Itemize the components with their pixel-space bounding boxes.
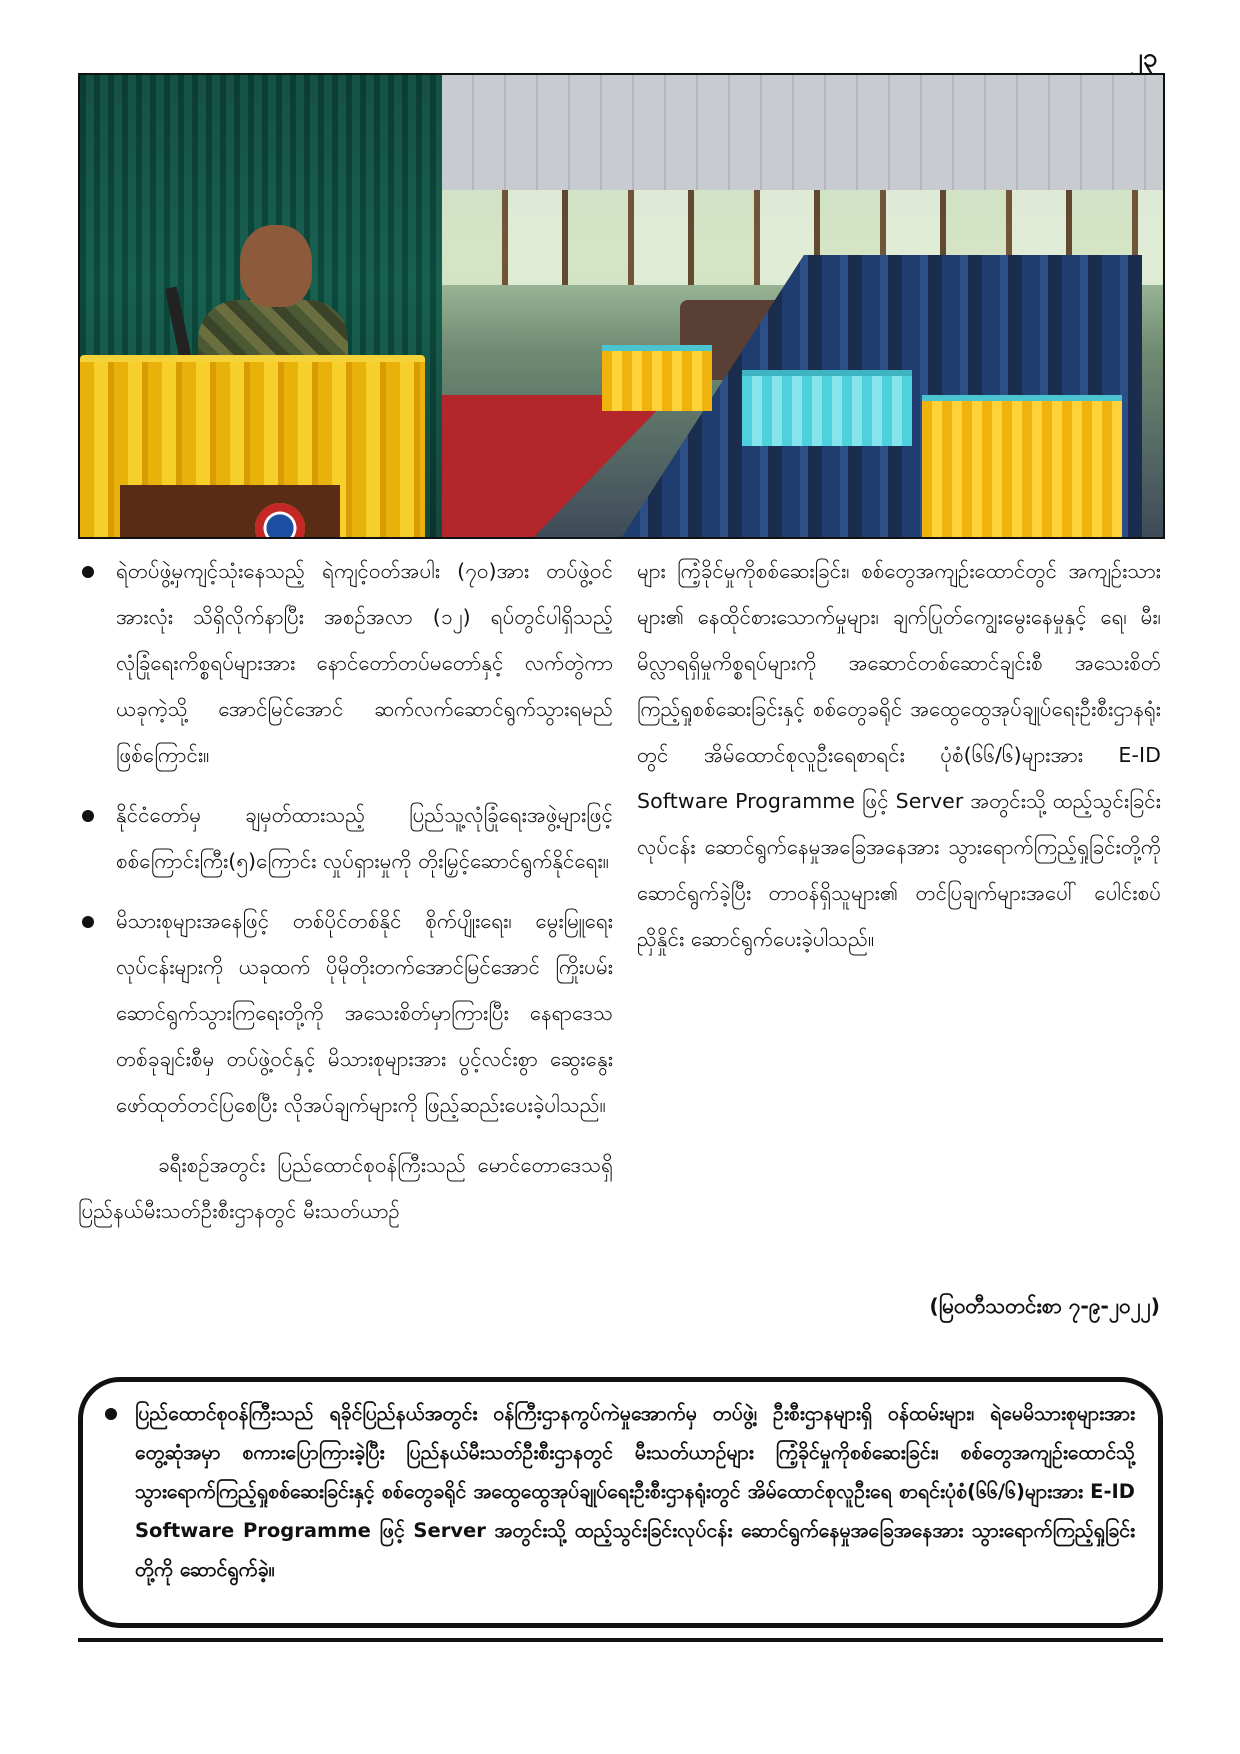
- bullet-dot: [105, 1408, 117, 1420]
- summary-text: ပြည်ထောင်စုဝန်ကြီးသည် ရခိုင်ပြည်နယ်အတွင်း ဝန်ကြီးဌာနကွပ်ကဲမှုအောက်မှ တပ်ဖွဲ့၊ ဦးစီးဌာနများရှိ ဝန်ထမ်းများ၊ ရဲမေမိသားစုများအား တွေ့ဆုံအမှာ စကားပြောကြားခဲ့ပြီး ပြည်နယ်မီးသတ်ဦးစီးဌာနတွင် မီးသတ်ယာဉ်များ ကြံ့ခိုင်မှုကိုစစ်ဆေးခြင်း၊ စစ်တွေအကျဉ်းထောင်သို့ သွားရောက်ကြည့်ရှုစစ်ဆေးခြင်းနှင့် စစ်တွေခရိုင် အထွေထွေအုပ်ချုပ်ရေးဦးစီးဌာနရုံးတွင် အိမ်ထောင်စုလူဦးရေ စာရင်းပုံစံ(၆၆/၆)များအား E-ID Software Programme ဖြင့် Server အတွင်းသို့ ထည့်သွင်းခြင်းလုပ်ငန်း ဆောင်ရွက်နေမှုအခြေအနေအား သွားရောက်ကြည့်ရှုခြင်းတို့ကို ဆောင်ရွက်ခဲ့။: [135, 1402, 1135, 1581]
- bullet-dot: [82, 916, 94, 928]
- bullet-text: ရဲတပ်ဖွဲ့မှကျင့်သုံးနေသည့် ရဲကျင့်ဝတ်အပါး (၇၀)အား တပ်ဖွဲ့ဝင်အားလုံး သိရှိလိုက်နာပြီး အစဉ်အလာ (၁၂) ရပ်တွင်ပါရှိသည့် လုံခြုံရေးကိစ္စရပ်များအား နောင်တော်တပ်မတော်နှင့် လက်တွဲကာ ယခုကဲ့သို့ အောင်မြင်အောင် ဆက်လက်ဆောင်ရွက်သွားရမည်ဖြစ်ကြောင်း။: [116, 559, 613, 767]
- hall-ceiling: [442, 75, 1163, 190]
- speaker-photo: [80, 75, 442, 537]
- news-photo: [78, 73, 1165, 539]
- speaker-head: [240, 225, 312, 307]
- bullet-item: [78, 792, 613, 884]
- right-column: [637, 548, 1161, 962]
- front-table: [742, 370, 912, 446]
- summary-box: [78, 1377, 1163, 1628]
- bullet-text: မိသားစုများအနေဖြင့် တစ်ပိုင်တစ်နိုင် စိုက်ပျိုးရေး၊ မွေးမြူရေးလုပ်ငန်းများကို ယခုထက် ပိုမိုတိုးတက်အောင်မြင်အောင် ကြိုးပမ်းဆောင်ရွက်သွားကြရေးတို့ကို အသေးစိတ်မှာကြားပြီး နေရာဒေသတစ်ခုချင်းစီမှ တပ်ဖွဲ့ဝင်နှင့် မိသားစုများအား ပွင့်လင်းစွာ ဆွေးနွေးဖော်ထုတ်တင်ပြစေပြီး လိုအပ်ချက်များကို ဖြည့်ဆည်းပေးခဲ့ပါသည်။: [116, 909, 613, 1117]
- front-table: [602, 345, 712, 411]
- continued-paragraph: များ ကြံ့ခိုင်မှုကိုစစ်ဆေးခြင်း၊ စစ်တွေအကျဉ်းထောင်တွင် အကျဉ်းသားများ၏ နေထိုင်စားသောက်မှုများ၊ ချက်ပြုတ်ကျွေးမွေးနေမှုနှင့် ရေ၊ မီး၊ မိလ္လာရရှိမှုကိစ္စရပ်များကို အဆောင်တစ်ဆောင်ချင်းစီ အသေးစိတ်ကြည့်ရှုစစ်ဆေးခြင်းနှင့် စစ်တွေခရိုင် အထွေထွေအုပ်ချုပ်ရေးဦးစီးဌာနရုံးတွင် အိမ်ထောင်စုလူဦးရေစာရင်း ပုံစံ(၆၆/၆)များအား E-ID Software Programme ဖြင့် Server အတွင်းသို့ ထည့်သွင်းခြင်းလုပ်ငန်း ဆောင်ရွက်နေမှုအခြေအနေအား သွားရောက်ကြည့်ရှုခြင်းတို့ကို ဆောင်ရွက်ခဲ့ပြီး တာဝန်ရှိသူများ၏ တင်ပြချက်များအပေါ် ပေါင်းစပ်ညှိနှိုင်း ဆောင်ရွက်ပေးခဲ့ပါသည်။: [637, 559, 1161, 951]
- bullet-item: [78, 898, 613, 1128]
- bullet-item: [78, 548, 613, 778]
- left-column: [78, 548, 613, 1234]
- front-table: [922, 395, 1122, 539]
- audience-photo: [442, 75, 1163, 537]
- bottom-divider: [78, 1638, 1163, 1642]
- podium-base: [120, 485, 340, 539]
- news-source: (မြဝတီသတင်းစာ ၇-၉-၂၀၂၂): [929, 1294, 1160, 1318]
- page-number: ၂၃: [1130, 43, 1158, 73]
- bullet-text: နိုင်ငံတော်မှ ချမှတ်ထားသည့် ပြည်သူ့လုံခြုံရေးအဖွဲ့များဖြင့် စစ်ကြောင်းကြီး(၅)ကြောင်း လှုပ်ရှားမှုကို တိုးမြှင့်ဆောင်ရွက်နိုင်ရေး။: [116, 803, 613, 873]
- closing-paragraph: ခရီးစဉ်အတွင်း ပြည်ထောင်စုဝန်ကြီးသည် မောင်တောဒေသရှိ ပြည်နယ်မီးသတ်ဦးစီးဌာနတွင် မီးသတ်ယာဉ်: [78, 1153, 613, 1223]
- bullet-dot: [82, 810, 94, 822]
- bullet-dot: [82, 566, 94, 578]
